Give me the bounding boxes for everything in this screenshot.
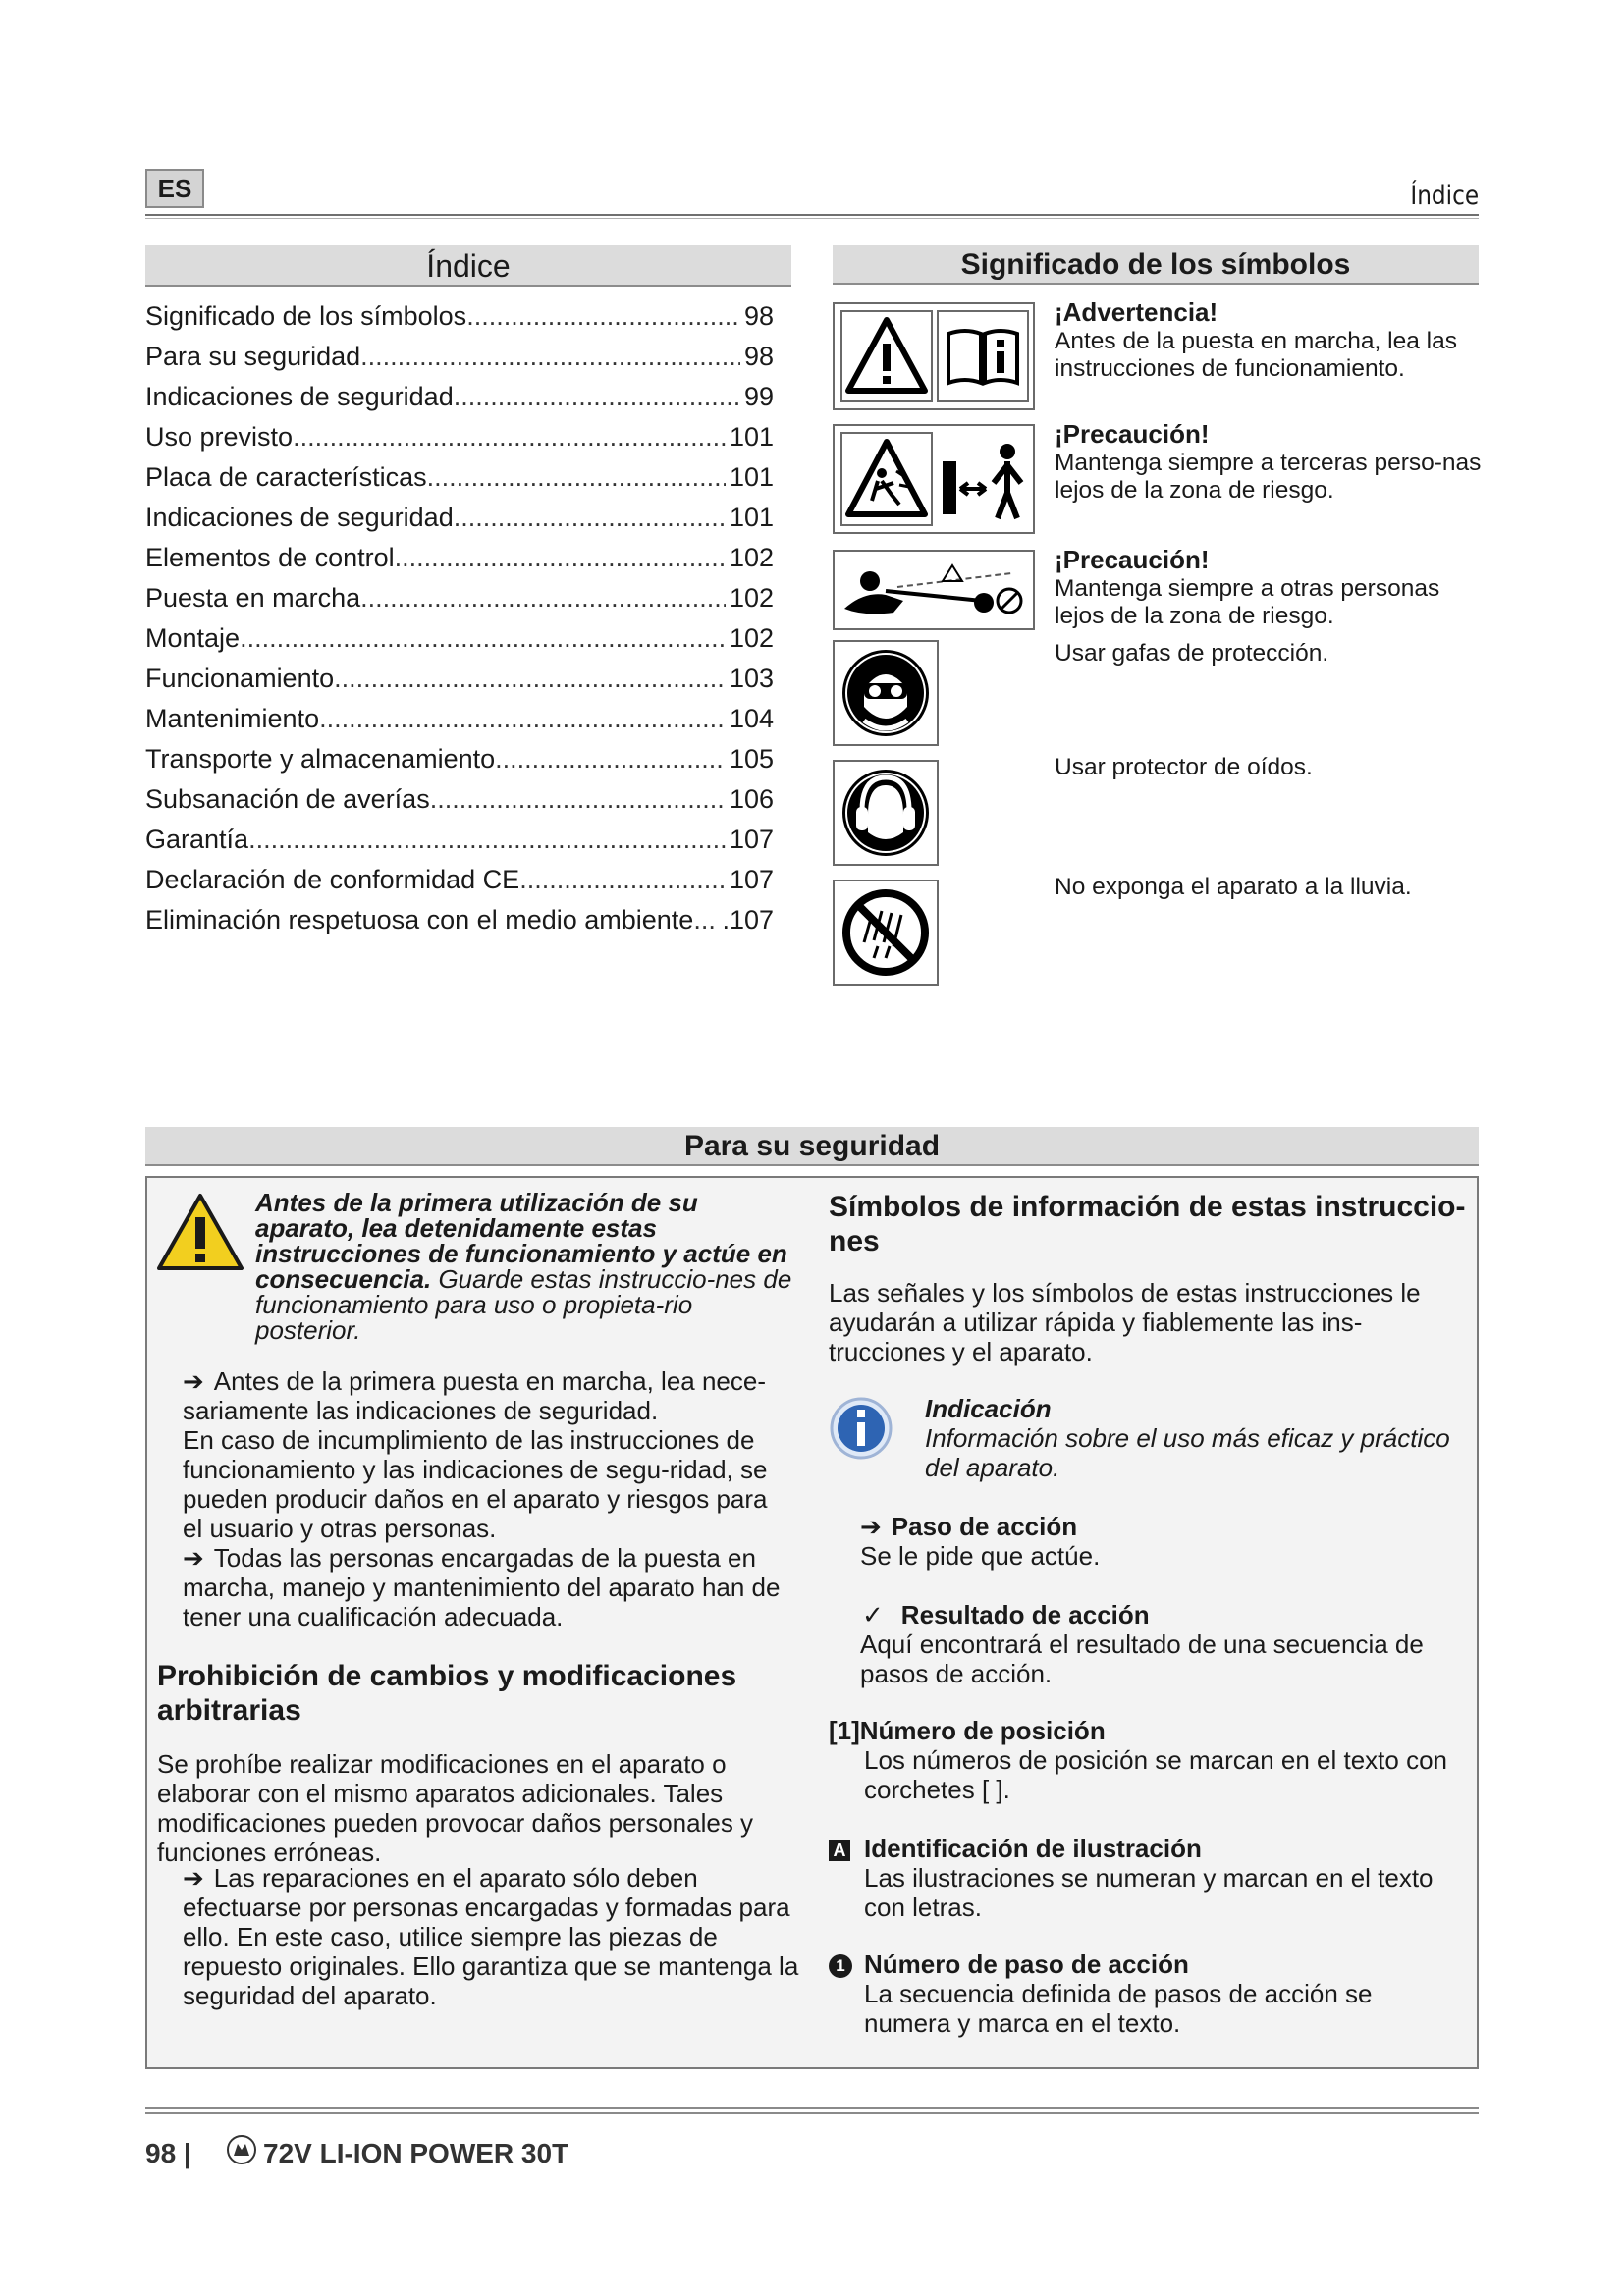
safety-p5: Las reparaciones en el aparato sólo deben efectuarse por personas encargadas y formadas para ello. En este caso, utilice siempre las piezas de repuesto originales. Ello garantiza que se mantenga la seguridad del aparato. [183,1863,799,2010]
toc-leader-dots [395,538,726,578]
position-number-text: Los números de posición se marcan en el texto con corchetes [ ]. [864,1745,1448,1804]
toc-item-label: Para su seguridad [145,342,361,371]
safety-p1: Antes de la primera puesta en marcha, lea nece-sariamente las indicaciones de seguridad. [183,1366,766,1425]
toc-item-page: 106 [729,784,774,814]
toc-item-label: Indicaciones de seguridad [145,382,454,411]
toc-item [145,779,774,820]
info-icon [829,1396,893,1461]
illustration-title: Identificación de ilustración [864,1834,1202,1863]
keep-distance-symbol [833,424,1035,534]
info-symbols-heading: Símbolos de información de estas instruccio-nes [829,1191,1466,1257]
illustration-text: Las ilustraciones se numeran y marcan en el texto con letras. [864,1863,1434,1922]
illustration-letter-badge: A [829,1840,850,1861]
toc-leader-dots [454,377,740,417]
safety-heading: Para su seguridad [145,1127,1479,1166]
person-distance-icon [937,432,1031,526]
toc-leader-dots [293,417,726,457]
toc-item-label: Puesta en marcha [145,583,361,613]
step-number-badge: 1 [829,1954,852,1978]
toc-item [145,659,774,699]
brand-logo [226,2130,257,2169]
toc-item-label: Elementos de control [145,543,395,572]
toc-item-label: Indicaciones de seguridad [145,503,454,532]
indication-title: Indicación [925,1394,1052,1423]
toc-heading: Índice [145,245,791,287]
arrow-icon: ➔ [183,1366,204,1396]
toc-leader-dots [319,699,726,739]
toc-item [145,457,774,498]
toc-item-label: Mantenimiento [145,704,320,733]
symbol-3-text: Mantenga siempre a otras personas lejos de la zona de riesgo. [1055,575,1440,629]
toc-item-label: Garantía [145,825,249,854]
safety-intro-italic: Guarde estas instruccio-nes de funcionamiento para uso o propieta-rio posterior. [255,1264,792,1345]
toc-item-page: .107 [722,905,774,934]
toc-item-page: 107 [729,865,774,894]
toc-item-page: 98 [743,301,774,331]
symbol-1-text: Antes de la puesta en marcha, lea las instrucciones de funcionamiento. [1055,328,1457,382]
arrow-icon: ➔ [183,1543,204,1573]
header-divider [145,214,1479,219]
toc-item-label: Placa de características [145,462,427,492]
step-number-title: Número de paso de acción [864,1949,1189,1979]
symbol-3-title: ¡Precaución! [1055,545,1210,574]
header-title: Índice [1410,181,1479,211]
symbol-4-text: Usar gafas de protección. [1055,640,1329,667]
toc-item-page: 101 [729,462,774,492]
toc-item [145,538,774,578]
toc-item-page: 102 [729,543,774,572]
toc-item [145,860,774,900]
arrow-icon: ➔ [183,1863,204,1893]
toc-item [145,498,774,538]
toc-item-label: Uso previsto [145,422,294,452]
toc-item [145,377,774,417]
toc-leader-dots [519,860,726,900]
trimmer-distance-icon [835,552,1033,628]
toc-item-label: Funcionamiento [145,664,335,693]
goggles-symbol [833,640,939,746]
toc-item-label: Subsanación de averías [145,784,430,814]
toc-item [145,417,774,457]
language-badge: ES [145,169,204,208]
toc-item-page: 101 [729,422,774,452]
warning-read-manual-symbol [833,302,1035,410]
warning-triangle-icon [155,1192,245,1272]
toc-item [145,618,774,659]
safety-p2: En caso de incumplimiento de las instrucciones de funcionamiento y las indicaciones de segu-ridad, se pueden producir daños en el aparato y riesgos para el usuario y otras personas. [183,1425,768,1543]
safety-p3: Todas las personas encargadas de la puesta en marcha, manejo y mantenimiento del aparato han de tener una cualificación adecuada. [183,1543,781,1631]
action-result-title: Resultado de acción [900,1600,1150,1629]
footer-page-number: 98 | [145,2138,191,2168]
toc-item-page: 102 [729,623,774,653]
toc-item [145,337,774,377]
toc-leader-dots [495,739,726,779]
prohibition-heading: Prohibición de cambios y modificaciones arbitrarias [157,1660,737,1727]
toc-item [145,820,774,860]
toc-leader-dots [360,578,726,618]
symbol-5-text: Usar protector de oídos. [1055,754,1313,780]
wolf-logo-icon [226,2134,257,2165]
action-result-text: Aquí encontrará el resultado de una secuencia de pasos de acción. [860,1629,1424,1688]
no-rain-icon [835,881,937,984]
toc-list [145,296,774,940]
toc-item-page: 103 [729,664,774,693]
action-step-title: Paso de acción [891,1512,1078,1541]
toc-item [145,900,774,940]
toc-leader-dots [427,457,726,498]
no-rain-symbol [833,880,939,986]
toc-item-page: 101 [729,503,774,532]
symbol-6-text: No exponga el aparato a la lluvia. [1055,874,1412,900]
checkmark-icon: ✓ [862,1600,884,1629]
toc-item-label: Declaración de conformidad CE [145,865,520,894]
toc-item-label: Transporte y almacenamiento [145,744,496,774]
toc-item-page: 107 [729,825,774,854]
manual-info-icon [939,312,1027,400]
toc-leader-dots [430,779,726,820]
symbol-2-text: Mantenga siempre a terceras perso-nas lejos de la zona de riesgo. [1055,450,1482,504]
symbols-heading: Significado de los símbolos [833,245,1479,285]
ear-protection-icon [835,762,937,864]
toc-item [145,296,774,337]
toc-item-page: 104 [729,704,774,733]
symbol-1-title: ¡Advertencia! [1055,297,1218,327]
toc-item-page: 102 [729,583,774,613]
warning-triangle-icon [842,312,931,400]
safety-p4: Se prohíbe realizar modificaciones en el aparato o elaborar con el mismo aparatos adicionales. Tales modificaciones pueden provocar daños personales y funciones erróneas. [157,1749,754,1867]
toc-leader-dots [454,498,726,538]
action-step-text: Se le pide que actúe. [860,1541,1101,1571]
safety-goggles-icon [835,642,937,744]
toc-item-page: 98 [743,342,774,371]
arrow-icon: ➔ [860,1512,882,1541]
symbol-2-title: ¡Precaución! [1055,419,1210,449]
step-number-text: La secuencia definida de pasos de acción se numera y marca en el texto. [864,1979,1373,2038]
toc-item-label: Montaje [145,623,241,653]
toc-leader-dots [466,296,740,337]
footer-model-name: 72V LI-ION POWER 30T [263,2138,569,2168]
toc-item-label: Eliminación respetuosa con el medio ambiente [145,905,694,934]
safety-p6: Las señales y los símbolos de estas instrucciones le ayudarán a utilizar rápida y fiablemente las ins-trucciones y el aparato. [829,1278,1421,1366]
toc-item-label: Significado de los símbolos [145,301,467,331]
toc-item [145,739,774,779]
toc-leader-dots [248,820,726,860]
toc-leader-dots [240,618,726,659]
toc-leader-dots [360,337,740,377]
ear-protection-symbol [833,760,939,866]
position-number-title: [1]Número de posición [829,1716,1106,1745]
indication-text: Información sobre el uso más eficaz y práctico del aparato. [925,1423,1450,1482]
toc-item [145,699,774,739]
footer-divider [145,2107,1479,2114]
toc-item [145,578,774,618]
safety-intro-bold: Antes de la primera utilización de su aparato, lea detenidamente estas instrucciones de funcionamiento y actúe en consecuencia. [255,1188,787,1294]
toc-leader-dots [693,900,718,940]
thrown-object-warning-icon [842,434,931,524]
toc-leader-dots [334,659,726,699]
trimmer-distance-symbol [833,550,1035,630]
toc-item-page: 105 [729,744,774,774]
toc-item-page: 99 [743,382,774,411]
